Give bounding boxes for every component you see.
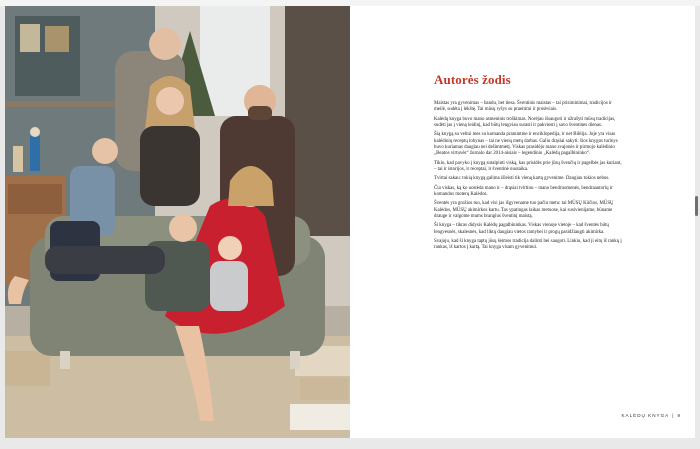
family-photo [5, 6, 350, 438]
paragraph: Ši knyga – tikras didysis Kalėdų pagalbininkas. Viskas vienoje vietoje – kad šventės būtų lengvesnės, skalesnės, kad liktų daugiau vietos ramybei ir progų pasidžiaugti akimirka. [434, 223, 609, 235]
paragraph: Šventės yra grožios tuo, kad visi jas išgyvename tuo pačiu metu: tai MŪSŲ Kūčios, MŪSŲ Kalėdos, MŪSŲ akimirkos kartu. Tas ypatingas laikas metuose, kai susivienijame, būname drauge ir valgome mums brangius šventinį maistą. [434, 201, 614, 220]
paragraph: Tikiu, kad pavyko į knygą sutalpinti viską, kas prisidės prie jūsų švenčių ir pagelbės jas kuriant, – tai ir istorijos, ir receptai, ir šventinė nuotaika. [434, 160, 622, 172]
page-number: 9 [677, 413, 681, 418]
paragraph: Tvirtai sakau: tokią knygą galima išleisti tik vieną kartą gyvenime. Daugiau tokios nebus. [434, 176, 610, 182]
paragraph: Kalėdų knyga buvo mano asmeninis troškimas. Norėjau išsaugoti ir užrašyti mūsų tradicijas, sudėti jas į vieną leidinį, kad būtų lengviau surasti ir pakviesti į savo šventines dienas. [434, 116, 616, 128]
scrollbar-thumb[interactable] [695, 196, 698, 216]
footer-label: KALĖDŲ KNYGA [621, 413, 670, 418]
paragraph: Šią knygą su veltui mes su komanda pramintme ir enciklopedija, ir net Biblija. Joje yra visas kalėdinių receptų lobynas – tai ne vienų metų darbas. Galiu drąsiai sakyti: šios knygos turinys buvo kuriamas daugiau nei dešimtmetį. Viskas prasidėjo mano svajonės ir pirmojo kalėdinio „Beatos virtuvės“ žurnalo dar 2014-aisiais – legendinio „Kalėdų pagalbininko“. [434, 132, 618, 157]
page-title: Autorės žodis [434, 72, 511, 87]
paragraph: Svajoju, kad ši knyga taptų jūsų šeimos tradicija dalinti bei saugoti. Linkiu, kad ji eitų iš rankų į rankas, iš kartos į kartą. Tai knyga visam gyvenimui. [434, 239, 622, 251]
footer-separator: | [672, 413, 675, 418]
text-page [350, 6, 695, 438]
paragraph: Čia viskas, ką ko uostėda mano ir – drąsiai tvirtinu – mano bendruomenės, bendraautorių ir komandos moterų Kalėdos. [434, 185, 613, 198]
paragraph: Maistas yra gyvenimas – bandu, bet tiesa. Šventinis maistas – tai prisiminimai, tradicijos ir meilė, sudėta į lėkštę. Tai mūsų ryšys su praeitimi ir protėviais. [434, 101, 612, 113]
body-text [434, 101, 622, 255]
page-footer [618, 413, 681, 418]
